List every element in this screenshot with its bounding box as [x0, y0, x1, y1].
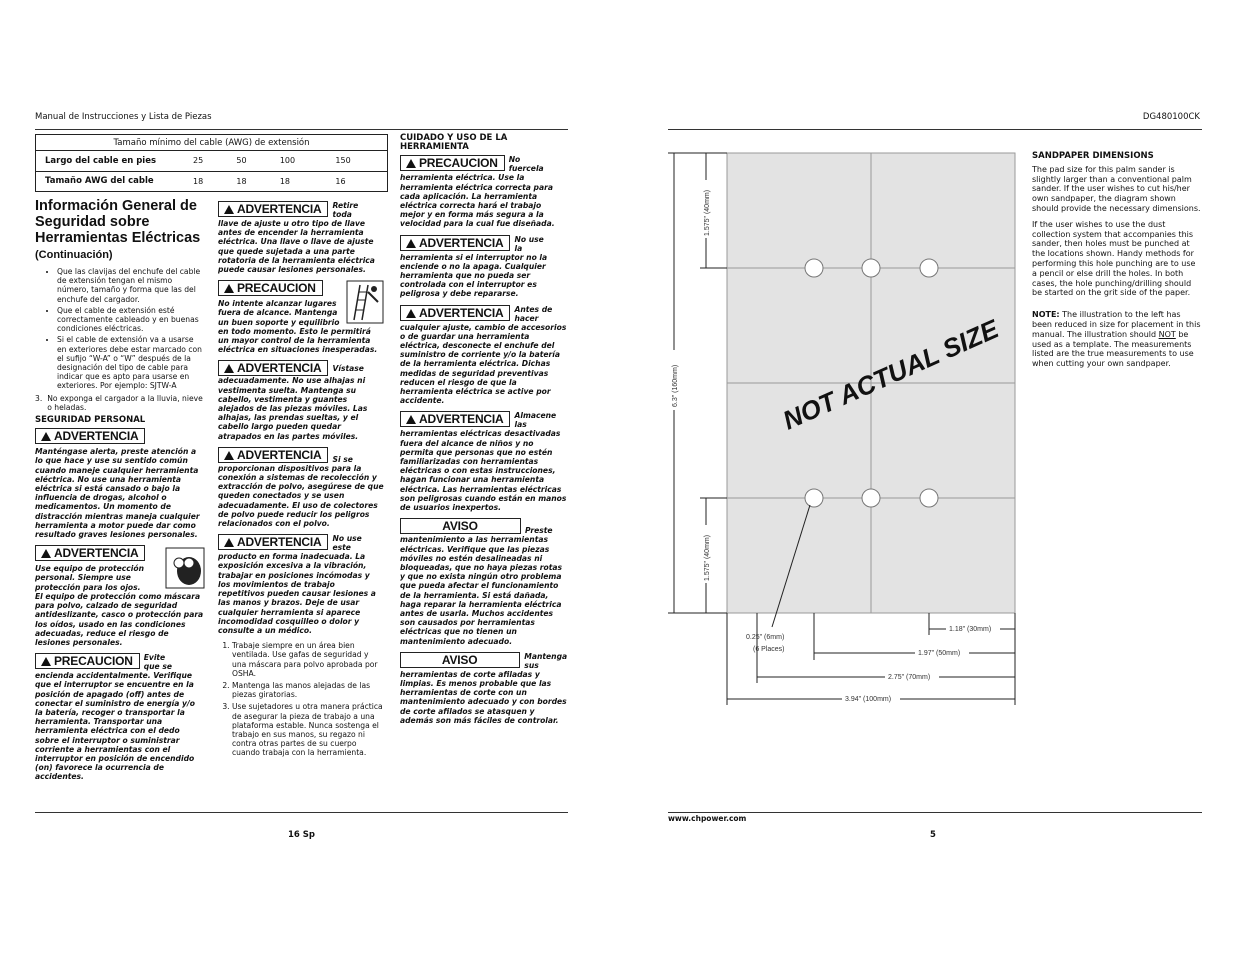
caution-label: PRECAUCION: [35, 653, 140, 669]
header-rule-left: [35, 129, 568, 130]
note-text: The illustration to the left has been reduced in size for placement in this manual. The illustration should: [1032, 310, 1201, 339]
table-cell: 150: [335, 156, 351, 166]
dimension-label: 1.575" (40mm): [704, 534, 711, 581]
warning-text: herramienta eléctrica. Use la herramienta eléctrica correcta para cada aplicación. La herramienta eléctrica correcta hará el trabajo mejor y en forma más segura a la velocidad para la cual fue diseñada.: [400, 173, 555, 229]
warning-side-text: Preste: [525, 526, 553, 536]
warning-triangle-icon: [41, 657, 51, 666]
paragraph: If the user wishes to use the dust collection system that accompanies this sander, then holes must be punched at the locations shown. Handy methods for performing this hole punching are to use a pencil or else drill the holes. In both cases, the hole punching/drilling should be started on the grit side of the paper.: [1032, 219, 1196, 298]
list-item: 3. Use sujetadores u otra manera práctica de asegurar la pieza de trabajo a una plataforma estable. Nunca sostenga el trabajo en sus manos, su regazo ni contra otras partes de su cuerpo cuando trabaja con la herramienta.: [232, 702, 384, 757]
list-item: • Si el cable de extensión va a usarse en exteriores debe estar marcado con el sufijo “W-A” o “W” después de la designación del tipo de cable para indicar que es apto para usarse en exteriores. Por ejemplo: SJTW-A: [57, 335, 205, 390]
warning-side-text: No use la: [514, 234, 544, 253]
hole-marker: [805, 489, 823, 507]
warning-label: ADVERTENCIA: [218, 447, 328, 463]
warning-text: llave de ajuste u otro tipo de llave antes de encender la herramienta eléctrica. Una llave o llave de ajuste que quede sujetada a una parte rotatoria de la herramienta eléctrica puede causar lesiones personales.: [218, 219, 375, 275]
warning-side-text: Mantenga sus: [524, 651, 568, 670]
hole-marker: [920, 259, 938, 277]
warning-label: ADVERTENCIA: [218, 360, 328, 376]
section-heading: [35, 198, 205, 263]
caution-label: PRECAUCION: [400, 155, 505, 171]
warning-triangle-icon: [41, 549, 51, 558]
warning-side-text: No use este: [332, 534, 362, 553]
continuation-label: (Continuación): [35, 249, 113, 261]
footer-rule-left: [35, 812, 568, 813]
warning-triangle-icon: [406, 159, 416, 168]
table-row-label: Tamaño AWG del cable: [45, 176, 154, 187]
warning-triangle-icon: [224, 284, 234, 293]
warning-text: en todo momento. Esto le permitirá un mayor control de la herramienta eléctrica en situaciones inesperadas.: [218, 326, 378, 355]
list-item: • Que las clavijas del enchufe del cable de extensión tengan el mismo número, tamaño y forma que las del enchufe del cargador.: [57, 267, 205, 304]
page-number-right: 5: [930, 830, 936, 840]
numbered-list: [218, 641, 384, 757]
warning-label: ADVERTENCIA: [218, 201, 328, 217]
column-3: [400, 134, 568, 731]
table-cell: 18: [279, 176, 290, 186]
warning-label: ADVERTENCIA: [400, 305, 510, 321]
warning-side-text: Evite que se: [143, 653, 172, 672]
warning-text: cualquier ajuste, cambio de accesorios o de guardar una herramienta eléctrica, desconecte el enchufe del suministro de corriente y/o la batería de la herramienta eléctrica. Dichas medidas de seguridad preventivas reducen el riesgo de que la herramienta eléctrica se active por accidente.: [400, 322, 567, 406]
warning-text: encienda accidentalmente. Verifique que el interruptor se encuentre en la posición de apagado (off) antes de conectar el suministro de energía y/o la batería, recoger o transportar la herramienta. Transportar una herramienta eléctrica con el dedo sobre el interruptor o suministrar corriente a herramientas con el interruptor en posición de encendido (on) favorece la ocurrencia de accidentes.: [35, 671, 195, 782]
dimension-label: 6.3" (160mm): [672, 364, 679, 407]
header-left: Manual de Instrucciones y Lista de Piezas: [35, 112, 212, 122]
sandpaper-info: [1032, 152, 1202, 369]
table-cell: 16: [335, 176, 346, 186]
warning-text: herramientas eléctricas desactivadas fuera del alcance de niños y no permita que personas que no estén familiarizadas con herramientas eléctricas o con estas instrucciones, hagan funcionar una herramienta eléctrica. Las herramientas eléctricas son peligrosas cuando están en manos de usuarios inexpertos.: [400, 429, 567, 513]
warning-text: Use equipo de protección personal. Siempre use protección para los ojos.: [35, 564, 145, 592]
warning-row: [218, 534, 384, 552]
list-item: • Que el cable de extensión esté correctamente cableado y en buenas condiciones eléctricas.: [57, 306, 205, 334]
warning-label: ADVERTENCIA: [218, 534, 328, 550]
caution-label: PRECAUCION: [218, 280, 323, 296]
note-paragraph: [1032, 310, 1202, 369]
table-row-label: Largo del cable en pies: [45, 155, 157, 166]
table-cell: 18: [236, 176, 247, 186]
warning-text: Manténgase alerta, preste atención a lo que hace y use su sentido común cuando maneje cualquier herramienta eléctrica. No use una herramienta eléctrica si está cansado o bajo la influencia de drogas, alcohol o medicamentos. Un momento de distracción mientras maneja cualquier herramienta a motor puede dar como resultado graves lesiones personales.: [35, 447, 200, 540]
table-row: [36, 171, 387, 191]
warning-text: herramienta si el interruptor no la enciende o no la apaga. Cualquier herramienta que no pueda ser controlada con el interruptor es peligrosa y debe repararse.: [400, 252, 548, 299]
table-row: [36, 151, 387, 171]
warning-text: mantenimiento a las herramientas eléctricas. Verifique que las piezas móviles no estén desalineadas ni bloqueadas, que no haya piezas rotas y que no exista ningún otro problema que pueda afectar el funcionamiento de la herramienta. Si está dañada, haga reparar la herramienta eléctrica antes de usarla. Muchos accidentes son causados por herramientas eléctricas que no tienen un mantenimiento adecuado.: [400, 535, 563, 646]
warning-label: ADVERTENCIA: [400, 411, 510, 427]
section-heading-text: Información General de Seguridad sobre Herramientas Eléctricas: [35, 198, 201, 246]
warning-row: [35, 653, 205, 671]
warning-label: ADVERTENCIA: [35, 545, 145, 561]
warning-row: [218, 201, 384, 219]
warning-triangle-icon: [406, 309, 416, 318]
page-number-left: 16 Sp: [288, 830, 315, 840]
dimension-label: (6 Places): [753, 646, 785, 653]
dimension-label: 1.575" (40mm): [704, 189, 711, 236]
warning-text: proporcionan dispositivos para la conexión a sistemas de recolección y extracción de polvo, asegúrese de que queden conectados y se usen adecuadamente. El uso de colectores de polvo puede reducir los peligros relacionados con el polvo.: [218, 463, 384, 529]
table-cell: 100: [279, 156, 296, 166]
warning-label: ADVERTENCIA: [400, 235, 510, 251]
awg-table: [35, 134, 388, 192]
subheading-tool-care: CUIDADO Y USO DE LA HERRAMIENTA: [400, 133, 508, 153]
hole-marker: [920, 489, 938, 507]
note-text: be used as a template. The measurements listed are the true measurements to use when cutting your own sandpaper.: [1032, 329, 1194, 369]
warning-row: [218, 447, 384, 464]
warning-block: [35, 545, 205, 592]
footer-rule-right: [668, 812, 1202, 813]
dimension-label: 1.18" (30mm): [949, 626, 992, 633]
warning-triangle-icon: [224, 451, 234, 460]
cable-bullets: [35, 267, 205, 391]
sandpaper-diagram: [660, 145, 1025, 715]
warning-text: producto en forma inadecuada. La exposición excesiva a la vibración, trabajar en posiciones incómodas y los movimientos de trabajo repetitivos pueden causar lesiones a las manos y brazos. Deje de usar cualquier herramienta si aparece incomodidad cosquilleo o dolor y consulte a un médico.: [218, 552, 376, 635]
notice-label: AVISO: [400, 652, 520, 668]
warning-triangle-icon: [41, 432, 51, 441]
warning-row: [218, 360, 384, 376]
warning-text: El equipo de protección como máscara para polvo, calzado de seguridad antideslizante, casco o protección para los oídos, usado en las condiciones adecuadas, reduce el riesgo de lesiones personales.: [35, 591, 204, 647]
warning-side-text: Antes de hacer: [514, 304, 553, 323]
dimension-label: 0.25" (6mm): [746, 634, 785, 641]
note-label: NOTE:: [1032, 310, 1060, 320]
warning-triangle-icon: [406, 239, 416, 248]
warning-row: [400, 155, 568, 173]
item-number: 3.: [35, 393, 43, 403]
table-cell: 18: [193, 176, 204, 186]
notice-label: AVISO: [400, 518, 521, 534]
warning-row: [400, 652, 568, 670]
warning-triangle-icon: [224, 538, 234, 547]
warning-triangle-icon: [406, 415, 416, 424]
warning-triangle-icon: [224, 364, 234, 373]
subheading-personal-safety: SEGURIDAD PERSONAL: [35, 415, 146, 426]
warning-row: [400, 518, 568, 535]
list-item: 1. Trabaje siempre en un área bien ventilada. Use gafas de seguridad y una máscara para polvo aprobada por OSHA.: [232, 641, 384, 678]
warning-label: ADVERTENCIA: [35, 428, 145, 444]
ladder-icon: [346, 280, 384, 324]
warning-side-text: Retire toda: [332, 201, 359, 219]
table-cell: 25: [193, 156, 204, 166]
note-emphasis: NOT: [1158, 329, 1176, 339]
watermark-text: NOT ACTUAL SIZE: [778, 313, 1003, 436]
warning-side-text: Vístase: [332, 364, 364, 374]
warning-text: No intente alcanzar lugares fuera de alcance. Mantenga un buen soporte y equilibrio: [218, 299, 340, 327]
column-1: [35, 198, 205, 788]
item-text: No exponga el cargador a la lluvia, nieve o heladas.: [47, 393, 203, 412]
warning-text: adecuadamente. No use alhajas ni vestimenta suelta. Mantenga su cabello, vestimenta y guantes alejados de las piezas móviles. Las alhajas, las prendas sueltas, y el cabello largo pueden quedar atrapados en las partes móviles.: [218, 376, 368, 441]
dimension-label: 3.94" (100mm): [845, 696, 892, 703]
table-cell: 50: [236, 156, 247, 166]
warning-side-text: Almacene las: [514, 411, 557, 430]
paragraph: The pad size for this palm sander is slightly larger than a conventional palm sander. If the user wishes to cut his/her own sandpaper, the diagram shown should provide the necessary dimensions.: [1032, 164, 1201, 213]
goggles-icon: [165, 547, 205, 589]
warning-row: [400, 235, 568, 253]
hole-marker: [862, 489, 880, 507]
warning-side-text: Si se: [332, 454, 353, 464]
table-title: Tamaño mínimo del cable (AWG) de extensión: [36, 135, 387, 151]
column-2: [218, 201, 384, 761]
hole-marker: [862, 259, 880, 277]
sandpaper-heading: SANDPAPER DIMENSIONS: [1032, 151, 1154, 161]
warning-side-text: No fuercela: [508, 155, 544, 174]
header-right: DG480100CK: [1142, 112, 1200, 122]
warning-text: herramientas de corte afiladas y limpias. Es menos probable que las herramientas de corte con un mantenimiento adecuado y con bordes de corte afilados se atasquen y además son más fáciles de controlar.: [400, 669, 567, 725]
warning-row: [400, 305, 568, 323]
warning-row: [400, 411, 568, 429]
hole-marker: [805, 259, 823, 277]
warning-triangle-icon: [224, 205, 234, 214]
warning-block: [218, 280, 384, 327]
list-item: [35, 394, 205, 412]
header-rule-right: [668, 129, 1202, 130]
list-item: 2. Mantenga las manos alejadas de las piezas giratorias.: [232, 681, 384, 699]
website-link[interactable]: www.chpower.com: [668, 814, 747, 823]
dimension-label: 1.97" (50mm): [918, 650, 961, 657]
dimension-label: 2.75" (70mm): [888, 674, 931, 681]
